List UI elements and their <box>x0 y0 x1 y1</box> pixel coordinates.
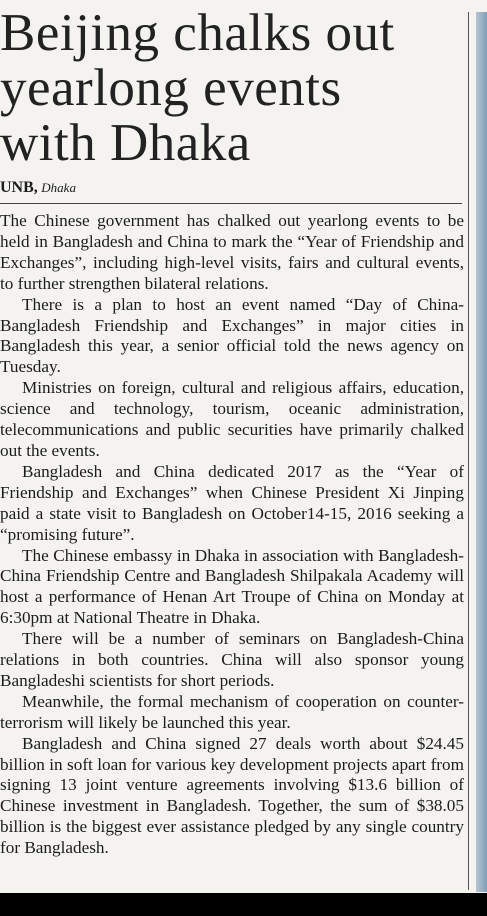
paragraph: The Chinese government has chalked out yearlong events to be held in Bangladesh and China to mark the “Year of Friendship and Exchanges”, including high-level visits, fairs and cultural events, to further strengthen bilateral relations. <box>0 211 464 293</box>
paragraph: Meanwhile, the formal mechanism of cooperation on counter-terrorism will likely be launched this year. <box>0 691 464 732</box>
column-divider <box>468 12 469 890</box>
byline-location: Dhaka <box>41 180 76 195</box>
paragraph: Bangladesh and China signed 27 deals worth about $24.45 billion in soft loan for various key development projects apart from signing 13 joint venture agreements involving $13.6 billion of Chinese investment in Bangladesh. Together, the sum of $38.05 billion is the biggest ever assistance pledged by any single country for Bangladesh. <box>0 733 464 858</box>
byline <box>0 179 464 198</box>
headline <box>0 6 464 171</box>
paragraph: Ministries on foreign, cultural and religious affairs, education, science and technology, tourism, oceanic administration, telecommunications and public securities have primarily chalked out the events. <box>0 378 464 460</box>
headline-line: yearlong events <box>0 59 342 117</box>
paragraph: The Chinese embassy in Dhaka in association with Bangladesh-China Friendship Centre and Bangladesh Shilpakala Academy will host a performance of Henan Art Troupe of China on Monday at 6:30pm at National Theatre in Dhaka. <box>0 545 464 628</box>
article-body <box>0 211 464 859</box>
paragraph: Bangladesh and China dedicated 2017 as the “Year of Friendship and Exchanges” when Chinese President Xi Jinping paid a state visit to Bangladesh on October14-15, 2016 seeking a “promising future”. <box>0 461 464 544</box>
adjacent-page-edge <box>476 12 487 892</box>
byline-agency: UNB, <box>0 179 38 196</box>
byline-divider <box>0 203 462 204</box>
paragraph: There is a plan to host an event named “Day of China-Bangladesh Friendship and Exchanges” in major cities in Bangladesh this year, a senior official told the news agency on Tuesday. <box>0 294 464 377</box>
bottom-black-bar <box>0 893 487 916</box>
paragraph: There will be a number of seminars on Bangladesh-China relations in both countries. China will also sponsor young Bangladeshi scientists for short periods. <box>0 629 464 690</box>
headline-line: Beijing chalks out <box>0 4 395 62</box>
headline-line: with Dhaka <box>0 114 251 172</box>
